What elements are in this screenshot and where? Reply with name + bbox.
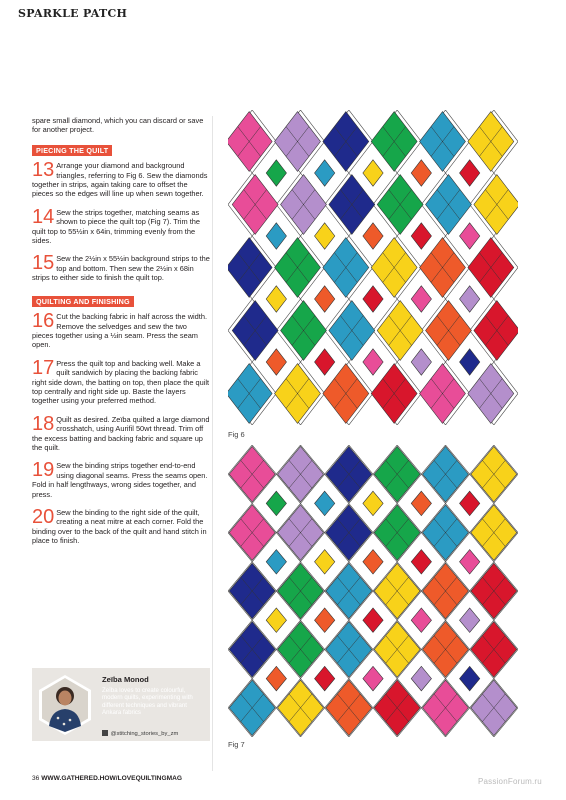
section-heading-piecing: PIECING THE QUILT xyxy=(32,145,112,156)
step-15 xyxy=(32,254,210,282)
fig6-caption: Fig 6 xyxy=(228,430,245,439)
footer-url: WWW.GATHERED.HOW/LOVEQUILTINGMAG xyxy=(41,775,182,782)
step-number: 18 xyxy=(32,412,55,435)
step-20 xyxy=(32,508,210,546)
intro-text: spare small diamond, which you can discard or save for another project. xyxy=(32,116,204,135)
step-18 xyxy=(32,412,210,453)
fig6-diagram xyxy=(228,110,518,425)
section-heading-quilting: QUILTING AND FINISHING xyxy=(32,296,134,307)
step-number: 17 xyxy=(32,356,55,379)
step-number: 15 xyxy=(32,252,55,275)
designer-name: Zeïba Monod xyxy=(102,675,149,684)
fig7-caption: Fig 7 xyxy=(228,740,245,749)
handle-text: @stitching_stories_by_zm xyxy=(110,731,179,737)
step-number: 19 xyxy=(32,459,55,482)
instructions-column xyxy=(32,116,210,555)
page-footer xyxy=(32,775,182,782)
step-text: Press the quilt top and backing well. Make a quilt sandwich by placing the backing fabric right side down, the batting on top, then place the quilt top centrally and right side up. Baste the layers together using your preferred method. xyxy=(32,358,210,406)
step-number: 13 xyxy=(32,159,55,182)
step-number: 16 xyxy=(32,310,55,333)
designer-bio-text: Zeïba loves to create colourful, modern quilts, experimenting with different techniques and vibrant Ankara fabrics xyxy=(102,687,193,717)
step-17 xyxy=(32,356,210,406)
social-media-icon xyxy=(102,730,108,736)
page-number: 36 xyxy=(32,775,40,782)
step-text: Arrange your diamond and background triangles, referring to Fig 6. Sew the diamonds together in strips, again taking care to offset the pieces so the edges will line up when sewn together. xyxy=(32,161,208,199)
designer-portrait-icon xyxy=(36,674,94,736)
designer-bio-box xyxy=(32,668,210,741)
step-16 xyxy=(32,312,210,350)
step-text: Cut the backing fabric in half across the width. Remove the selvedges and sew the two pieces together using a ½in seam. Press the seam open. xyxy=(32,312,208,350)
step-text: Sew the binding to the right side of the quilt, creating a neat mitre at each corner. Fold the binding over to the back of the quilt and hand stitch in place to finish. xyxy=(32,508,207,546)
running-header: SPARKLE PATCH xyxy=(18,7,128,20)
social-handle xyxy=(102,730,178,737)
step-13 xyxy=(32,161,210,199)
step-14 xyxy=(32,205,210,246)
step-number: 20 xyxy=(32,506,55,528)
fig7-diagram xyxy=(228,445,518,737)
step-text: Sew the binding strips together end-to-end using diagonal seams. Press the seams open. Fold in half lengthways, wrong sides together, and press. xyxy=(32,461,208,499)
step-text: Sew the 2½in x 55½in background strips to the top and bottom. Then sew the 2½in x 68in strips to either side to finish the quilt top. xyxy=(32,254,210,283)
watermark: PassionForum.ru xyxy=(478,777,542,786)
column-divider xyxy=(212,116,213,771)
step-text: Sew the strips together, matching seams as shown to piece the quilt top (Fig 7). Trim the quilt top to 55½in x 64in, trimming evenly from the sides. xyxy=(32,207,201,246)
step-19 xyxy=(32,461,210,499)
step-number: 14 xyxy=(32,205,55,228)
step-text: Quilt as desired. Zeïba quilted a large diamond crosshatch, using Aurifil 50wt thread. Trim off the excess batting and backing fabric and square up the quilt. xyxy=(32,414,210,452)
